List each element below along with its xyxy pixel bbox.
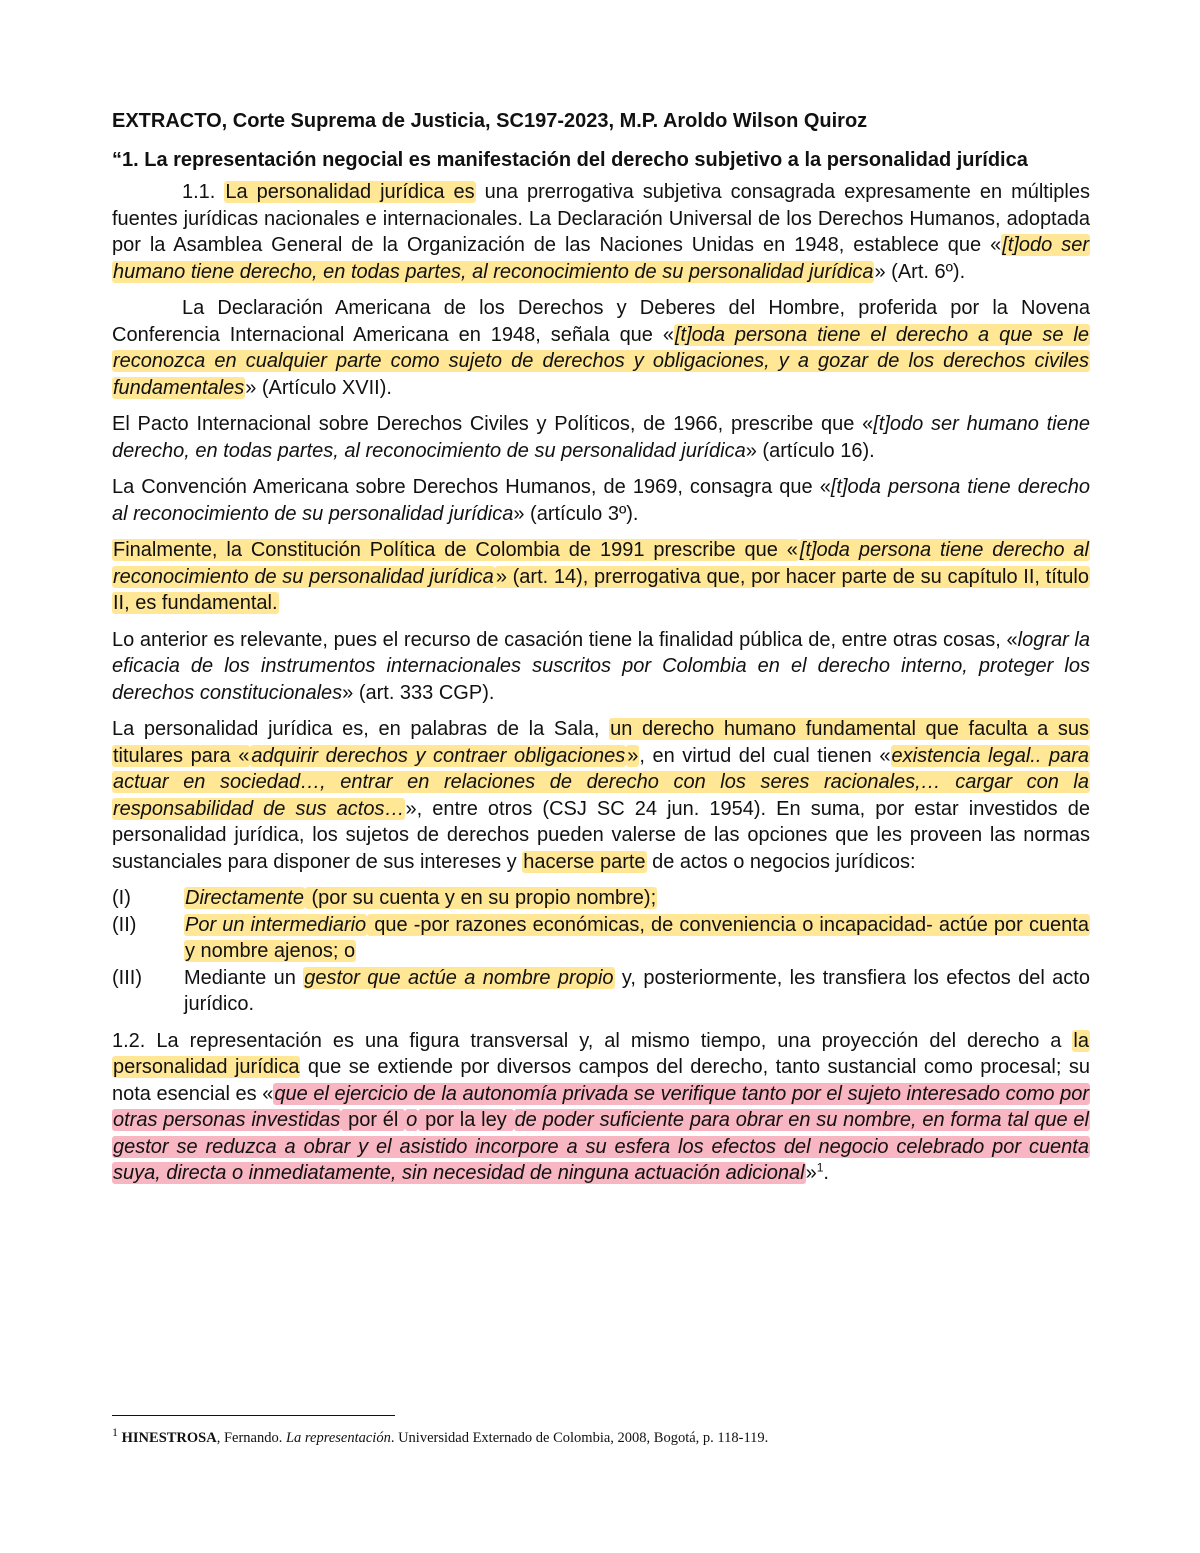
text: »	[805, 1162, 817, 1184]
footnote-number: 1	[112, 1425, 118, 1440]
paragraph-personalidad	[112, 716, 1090, 875]
text: una prerrogativa subjetiva consagrada expresamente en múltiples fuentes jurídicas nacionales e internacionales. La Declaración Universal de los Derechos Humanos, adoptada por la Asamblea General de la Organización de las Naciones Unidas en 1948, establece que «	[112, 181, 1090, 256]
highlight: la personalidad jurídica	[113, 1029, 1089, 1078]
footnote-work: La representación	[285, 1430, 391, 1446]
list-number: (II)	[112, 913, 137, 936]
text: 1.2. La representación es una figura transversal y, al mismo tiempo, una proyección del derecho a	[112, 1029, 1073, 1052]
highlight: » (art. 14), prerrogativa que, por hacer parte de su capítulo II, título II, es fundamental.	[113, 565, 1089, 614]
text: », entre otros (CSJ SC 24 jun. 1954). En suma, por estar investidos de personalidad jurídica, los sujetos de derechos pueden valerse de las opciones que les proveen las normas sustanciales para disponer de sus intereses y	[112, 797, 1090, 873]
quote: lograr la eficacia de los instrumentos internacionales suscritos por Colombia en el derecho interno, proteger los derechos constitucionales	[112, 628, 1090, 704]
text: » (Art. 6º).	[874, 260, 966, 283]
text: que se extiende por diversos campos del derecho, tanto sustancial como procesal; su nota esencial es «	[112, 1056, 1091, 1105]
list-text: Mediante un	[184, 966, 304, 989]
highlight-red: por él	[342, 1109, 405, 1131]
section-number: 1.1.	[182, 181, 225, 203]
text: » (artículo 16).	[745, 439, 875, 462]
footnote-text: , Fernando.	[216, 1430, 286, 1446]
list-text: (por su cuenta y en su propio nombre);	[305, 887, 657, 909]
text: .	[823, 1162, 829, 1184]
paragraph-constitucion	[112, 537, 1090, 617]
list-item	[112, 912, 1090, 965]
paragraph-pacto	[112, 411, 1090, 464]
text: La personalidad jurídica es, en palabras de la Sala,	[112, 718, 610, 740]
text: La Convención Americana sobre Derechos Humanos, de 1969, consagra que «	[112, 476, 831, 498]
section-heading: “1. La representación negocial es manifestación del derecho subjetivo a la personalidad jurídica	[112, 148, 1028, 171]
footnote	[112, 1425, 1092, 1447]
footnote-separator	[112, 1415, 395, 1416]
quote: [t]odo ser humano tiene derecho, en todas partes, al reconocimiento de su personalidad jurídica	[112, 413, 1090, 462]
text: La Declaración Americana de los Derechos y Deberes del Hombre, proferida por la Novena Conferencia Internacional Americana en 1948, señala que «	[112, 297, 1090, 346]
text: El Pacto Internacional sobre Derechos Civiles y Políticos, de 1966, prescribe que «	[112, 413, 874, 435]
paragraph-convencion	[112, 474, 1090, 527]
quote-highlight-red: que el ejercicio de la autonomía privada se verifique tanto por el sujeto interesado como por otras personas investidas	[113, 1082, 1089, 1131]
paragraph-declaracion-americana	[112, 295, 1090, 401]
quote-highlight: adquirir derechos y contraer obligaciones	[251, 744, 626, 767]
quote-highlight-red: de poder suficiente para obrar en su nombre, en forma tal que el gestor se reduzca a obrar y el asistido incorpore a su esfera los efectos del negocio celebrado por cuenta suya, directa o inmediatamente, sin necesidad de ninguna actuación adicional	[113, 1109, 1089, 1184]
paragraph-casacion	[112, 627, 1090, 707]
text: , en virtud del cual tienen «	[639, 744, 891, 767]
paragraph-1-1	[112, 179, 1090, 285]
list-item	[112, 965, 1090, 1018]
paragraph-1-2	[112, 1028, 1090, 1187]
quote-highlight: [t]oda persona tiene el derecho a que se le reconozca en cualquier parte como sujeto de derechos y obligaciones, y a gozar de los derechos civiles fundamentales	[113, 323, 1089, 399]
quote: [t]oda persona tiene derecho al reconocimiento de su personalidad jurídica	[112, 476, 1090, 525]
options-list	[112, 885, 1090, 1018]
quote-highlight: [t]odo ser humano tiene derecho, en todas partes, al reconocimiento de su personalidad jurídica	[113, 234, 1089, 283]
list-number: (III)	[112, 966, 142, 989]
quote-highlight: existencia legal.. para actuar en sociedad…, entrar en relaciones de derecho con los seres racionales,… cargar con la responsabilidad de sus actos…	[113, 744, 1090, 820]
quote-highlight: [t]oda persona tiene derecho al reconocimiento de su personalidad jurídica	[113, 539, 1089, 588]
quote-highlight-red: o	[406, 1109, 418, 1131]
list-emphasis: gestor que actúe a nombre propio	[304, 966, 614, 989]
footnote-text: . Universidad Externado de Colombia, 2008, Bogotá, p. 118-119.	[390, 1430, 769, 1446]
list-number: (I)	[112, 887, 131, 909]
text: » (artículo 3º).	[513, 502, 639, 525]
highlight: Finalmente, la Constitución Política de Colombia de 1991 prescribe que «	[113, 539, 798, 561]
highlight: un derecho humano fundamental que faculta a sus titulares para «	[113, 718, 1089, 767]
document-body	[112, 108, 1090, 1197]
highlight-red: por la ley	[419, 1109, 513, 1131]
highlight: »	[627, 744, 639, 767]
list-emphasis: Directamente	[185, 887, 304, 909]
text: » (Artículo XVII).	[245, 376, 392, 399]
list-text: y, posteriormente, les transfiera los efectos del acto jurídico.	[184, 966, 1090, 1015]
list-emphasis: Por un intermediario	[185, 913, 367, 936]
highlight: hacerse parte	[523, 850, 646, 873]
text: Lo anterior es relevante, pues el recurso de casación tiene la finalidad pública de, entre otras cosas, «	[112, 628, 1018, 651]
list-text: que -por razones económicas, de conveniencia o incapacidad- actúe por cuenta y nombre ajenos; o	[185, 913, 1089, 962]
list-item	[112, 885, 1090, 912]
highlight: La personalidad jurídica es	[225, 181, 475, 203]
document-title: EXTRACTO, Corte Suprema de Justicia, SC197-2023, M.P. Aroldo Wilson Quiroz	[112, 110, 868, 132]
footnote-author: HINESTROSA	[121, 1430, 217, 1446]
footnote-ref[interactable]: 1	[816, 1160, 824, 1175]
text: de actos o negocios jurídicos:	[646, 850, 916, 873]
text: » (art. 333 CGP).	[342, 681, 495, 704]
